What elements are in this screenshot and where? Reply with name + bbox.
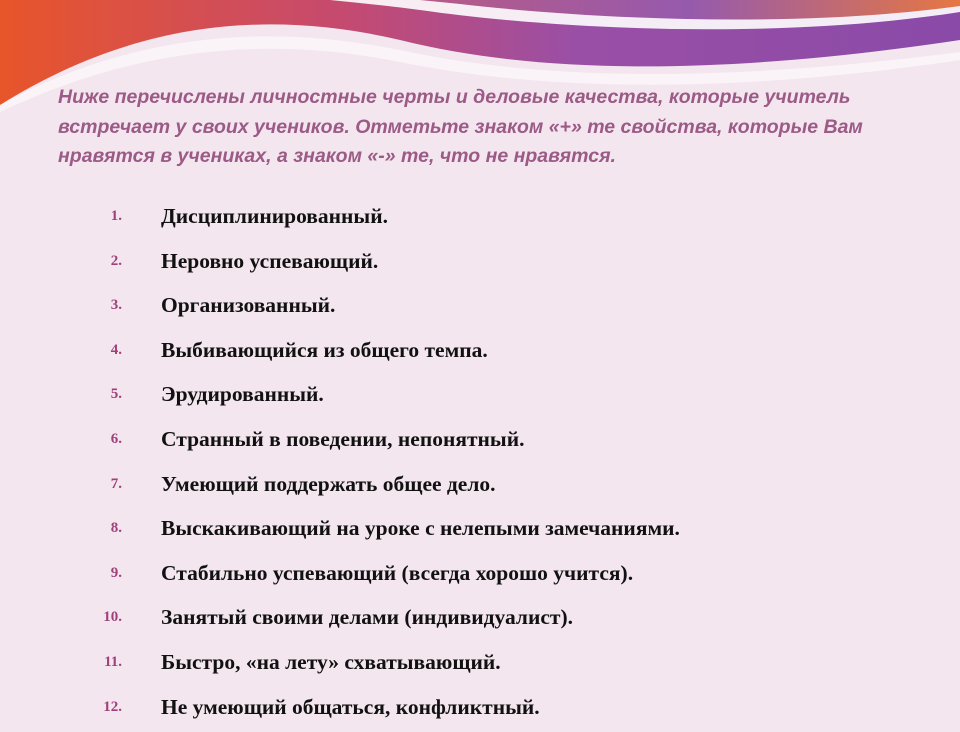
traits-list <box>0 197 960 732</box>
item-text: Занятый своими делами (индивидуалист). <box>161 605 573 630</box>
item-text: Не умеющий общаться, конфликтный. <box>161 694 540 719</box>
list-item <box>0 197 960 242</box>
list-item <box>0 465 960 510</box>
item-number: 2. <box>110 252 122 269</box>
item-number: 7. <box>110 475 122 492</box>
list-item <box>0 420 960 465</box>
item-text: Умеющий поддержать общее дело. <box>161 471 496 496</box>
item-number: 9. <box>110 564 122 581</box>
list-item <box>0 242 960 287</box>
item-number: 5. <box>110 386 122 403</box>
item-text: Стабильно успевающий (всегда хорошо учится). <box>161 560 634 585</box>
item-text: Выбивающийся из общего темпа. <box>161 337 488 362</box>
item-text: Организованный. <box>161 293 336 318</box>
item-number: 10. <box>103 609 122 626</box>
item-text: Быстро, «на лету» схватывающий. <box>161 649 501 674</box>
list-item <box>0 598 960 643</box>
list-item <box>0 643 960 688</box>
item-text: Дисциплинированный. <box>161 204 388 228</box>
item-number: 11. <box>104 653 122 670</box>
item-text: Странный в поведении, непонятный. <box>161 426 525 451</box>
item-number: 4. <box>110 341 122 358</box>
item-text: Выскакивающий на уроке с нелепыми замечаниями. <box>161 516 680 541</box>
item-number: 8. <box>110 520 122 537</box>
item-number: 1. <box>110 208 122 224</box>
list-item <box>0 509 960 554</box>
item-number: 3. <box>110 297 122 314</box>
item-text: Неровно успевающий. <box>161 248 379 273</box>
list-item <box>0 286 960 331</box>
instruction-text: Ниже перечислены личностные черты и деловые качества, которые учитель встречает у своих учеников. Отметьте знаком «+» те свойства, которые Вам нравятся в учениках, а знаком «-» те, что не нравятся. <box>58 86 863 167</box>
list-item <box>0 375 960 420</box>
item-text: Эрудированный. <box>161 382 324 407</box>
list-item <box>0 688 960 732</box>
item-number: 6. <box>110 430 122 447</box>
item-number: 12. <box>103 698 122 715</box>
list-item <box>0 554 960 599</box>
list-item <box>0 331 960 376</box>
